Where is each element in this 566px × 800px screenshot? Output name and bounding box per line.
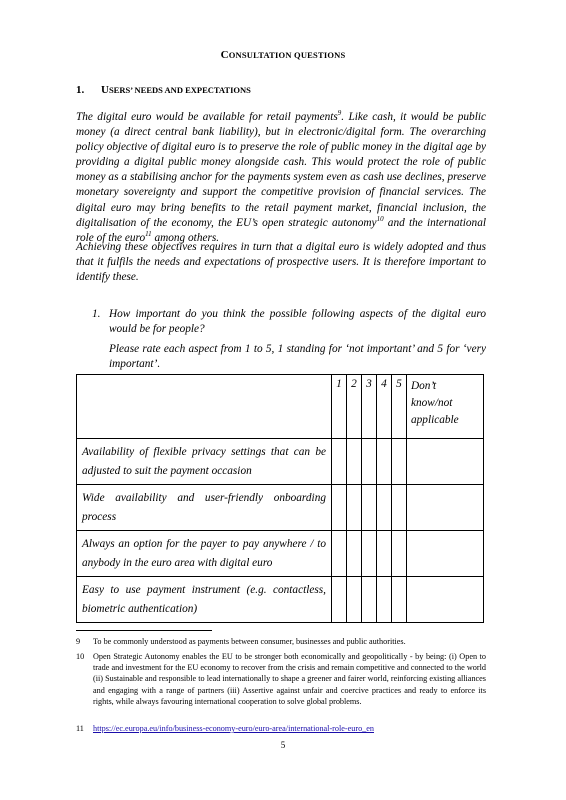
header-scale-1: 1	[332, 375, 347, 439]
rating-cell[interactable]	[362, 439, 377, 485]
footnote-9	[76, 636, 486, 647]
table-row	[77, 485, 484, 531]
footnote-number: 10	[76, 652, 85, 661]
rating-cell[interactable]	[392, 439, 407, 485]
rating-cell[interactable]	[377, 485, 392, 531]
row-label: Always an option for the payer to pay anywhere / to anybody in the euro area with digital euro	[77, 531, 332, 577]
rating-cell[interactable]	[392, 485, 407, 531]
rating-cell[interactable]	[392, 531, 407, 577]
section-rest: SERS’ NEEDS AND EXPECTATIONS	[108, 85, 251, 95]
header-scale-2: 2	[347, 375, 362, 439]
footnote-ref-11[interactable]: 11	[145, 229, 152, 238]
question-instruction	[92, 342, 486, 372]
rating-cell[interactable]	[347, 577, 362, 623]
intro-text-a: The digital euro would be available for retail payments	[76, 111, 338, 123]
rating-cell[interactable]	[332, 439, 347, 485]
rating-cell[interactable]	[392, 577, 407, 623]
section-initial: U	[101, 84, 109, 96]
header-scale-3: 3	[362, 375, 377, 439]
footnote-text: Open Strategic Autonomy enables the EU to be stronger both economically and geopolitically - by being: (i) Open to trade and investment for the EU economy to recover from the crisis and remain competitive and connected to the world (ii) Sustainable and responsible to lead internationally to shape a greener and fairer world, reinforcing existing alliances and engaging with a range of partners (iii) Assertive against unfair and coercive practices and ready to enforce its rights, while always favouring international cooperation to solve global problems.	[93, 652, 486, 706]
heading-rest: ONSULTATION QUESTIONS	[228, 50, 346, 60]
header-blank-cell	[77, 375, 332, 439]
heading-initial: C	[220, 49, 229, 61]
dont-know-cell[interactable]	[407, 485, 484, 531]
rating-cell[interactable]	[377, 439, 392, 485]
header-scale-4: 4	[377, 375, 392, 439]
page-heading	[0, 49, 566, 61]
table-header-row	[77, 375, 484, 439]
intro-text-b: . Like cash, it would be public money (a direct central bank liability), but in electronic/digital form. The overarching policy objective of digital euro is to preserve the role of public money in the digital age by providing a digital public money alongside cash. This would protect the role of public money as a stabilising anchor for the payments system even as cash use declines, preserve monetary sovereignty and support the competitive provision of financial services. The digital euro may bring benefits to the retail payment market, financial inclusion, the digitalisation of the economy, the EU’s open strategic autonomy	[76, 111, 486, 229]
rating-cell[interactable]	[362, 485, 377, 531]
rating-cell[interactable]	[347, 531, 362, 577]
rating-cell[interactable]	[347, 485, 362, 531]
row-label: Easy to use payment instrument (e.g. contactless, biometric authentication)	[77, 577, 332, 623]
rating-cell[interactable]	[377, 531, 392, 577]
footnote-ref-10[interactable]: 10	[376, 214, 384, 223]
objectives-paragraph: Achieving these objectives requires in turn that a digital euro is widely adopted and thus that it fulfils the needs and expectations of prospective users. It is therefore important to identify these.	[76, 241, 486, 284]
rating-cell[interactable]	[347, 439, 362, 485]
table-row	[77, 531, 484, 577]
section-heading	[76, 84, 251, 96]
dont-know-cell[interactable]	[407, 439, 484, 485]
intro-text-d: among others.	[151, 231, 220, 244]
footnote-number: 11	[76, 724, 84, 733]
footnote-ref-9[interactable]: 9	[337, 109, 342, 118]
rating-cell[interactable]	[332, 577, 347, 623]
question-1	[92, 307, 486, 337]
question-text: How important do you think the possible following aspects of the digital euro would be for people?	[109, 308, 486, 336]
question-number: 1.	[92, 308, 101, 320]
rating-cell[interactable]	[362, 531, 377, 577]
table-row	[77, 577, 484, 623]
footnote-11	[76, 723, 486, 734]
footnote-text: To be commonly understood as payments between consumer, businesses and public authorities.	[93, 637, 406, 646]
footnote-separator	[76, 630, 212, 631]
instruction-text: Please rate each aspect from 1 to 5, 1 standing for ‘not important’ and 5 for ‘very important’.	[109, 343, 486, 371]
row-label: Wide availability and user-friendly onboarding process	[77, 485, 332, 531]
table-row	[77, 439, 484, 485]
header-scale-5: 5	[392, 375, 407, 439]
dont-know-cell[interactable]	[407, 577, 484, 623]
dont-know-cell[interactable]	[407, 531, 484, 577]
intro-paragraph	[76, 110, 486, 246]
rating-cell[interactable]	[377, 577, 392, 623]
footnote-link[interactable]: https://ec.europa.eu/info/business-economy-euro/euro-area/international-role-euro_en	[93, 724, 374, 733]
footnote-10	[76, 651, 486, 707]
section-number: 1.	[76, 84, 85, 96]
intro-text-c: and the international role of the euro	[76, 216, 486, 244]
rating-table	[76, 374, 484, 623]
rating-cell[interactable]	[332, 485, 347, 531]
footnote-number: 9	[76, 637, 81, 646]
rating-cell[interactable]	[362, 577, 377, 623]
page-number: 5	[280, 740, 286, 750]
rating-cell[interactable]	[332, 531, 347, 577]
header-dont-know: Don’t know/not applicable	[407, 375, 484, 439]
row-label: Availability of flexible privacy settings that can be adjusted to suit the payment occasion	[77, 439, 332, 485]
